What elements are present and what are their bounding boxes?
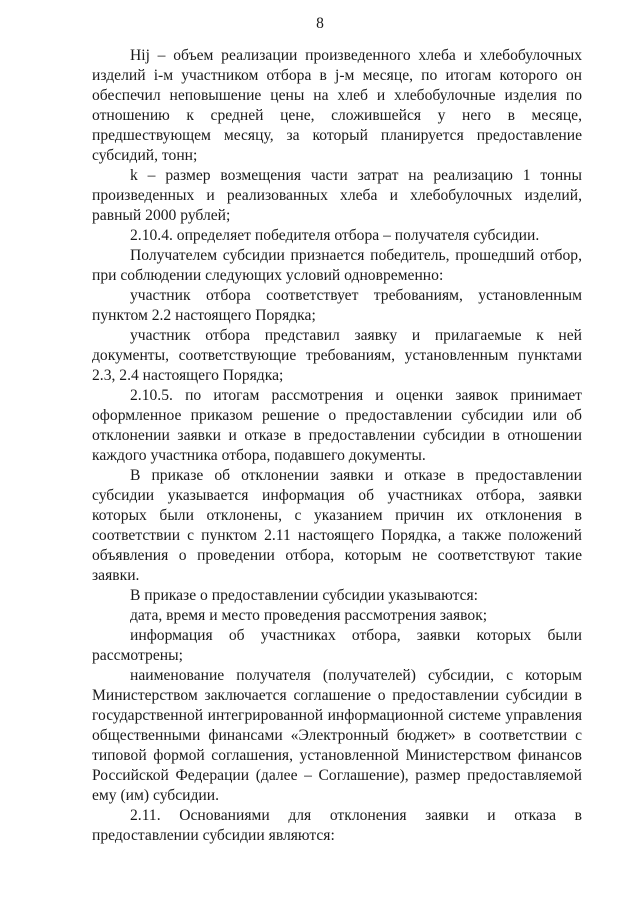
- page-number: 8: [316, 15, 324, 32]
- paragraph-grant-order-participants: информация об участниках отбора, заявки которых были рассмотрены;: [92, 627, 582, 664]
- paragraph-2-10-5: 2.10.5. по итогам рассмотрения и оценки заявок принимает оформленное приказом решение о предоставлении субсидии или об отклонении заявки и отказе в предоставлении субсидии в отношении каждого участника отбора, подавшего документы.: [92, 387, 582, 464]
- paragraph-condition-requirements: участник отбора соответствует требованиям, установленным пунктом 2.2 настоящего Порядка;: [92, 287, 582, 324]
- paragraph-hij-definition: Hij – объем реализации произведенного хлеба и хлебобулочных изделий i-м участником отбора в j-м месяце, по итогам которого он обеспечил неповышение цены на хлеб и хлебобулочные изделия по отношению к средней цене, сложившейся у него в месяце, предшествующем месяцу, за который планируется предоставление субсидий, тонн;: [92, 47, 582, 164]
- paragraph-recipient-conditions: Получателем субсидии признается победитель, прошедший отбор, при соблюдении следующих условий одновременно:: [92, 247, 582, 284]
- paragraph-grant-order-date: дата, время и место проведения рассмотрения заявок;: [130, 607, 488, 624]
- paragraph-grant-order-intro: В приказе о предоставлении субсидии указываются:: [130, 587, 479, 604]
- paragraph-k-definition: k – размер возмещения части затрат на реализацию 1 тонны произведенных и реализованных хлеба и хлебобулочных изделий, равный 2000 рублей;: [92, 167, 582, 224]
- paragraph-2-11: 2.11. Основаниями для отклонения заявки и отказа в предоставлении субсидии являются:: [92, 807, 582, 844]
- document-body: [92, 46, 582, 846]
- paragraph-2-10-4: 2.10.4. определяет победителя отбора – получателя субсидии.: [130, 227, 540, 244]
- paragraph-condition-documents: участник отбора представил заявку и прилагаемые к ней документы, соответствующие требованиям, установленным пунктами 2.3, 2.4 настоящего Порядка;: [92, 327, 582, 384]
- paragraph-rejection-order: В приказе об отклонении заявки и отказе в предоставлении субсидии указывается информация об участниках отбора, заявки которых были отклонены, с указанием причин их отклонения в соответствии с пунктом 2.11 настоящего Порядка, а также положений объявления о проведении отбора, которым не соответствуют такие заявки.: [92, 467, 582, 584]
- paragraph-grant-order-recipient: наименование получателя (получателей) субсидии, с которым Министерством заключается соглашение о предоставлении субсидии в государственной интегрированной информационной системе управления общественными финансами «Электронный бюджет» в соответствии с типовой формой соглашения, установленной Министерством финансов Российской Федерации (далее – Соглашение), размер предоставляемой ему (им) субсидии.: [92, 667, 582, 804]
